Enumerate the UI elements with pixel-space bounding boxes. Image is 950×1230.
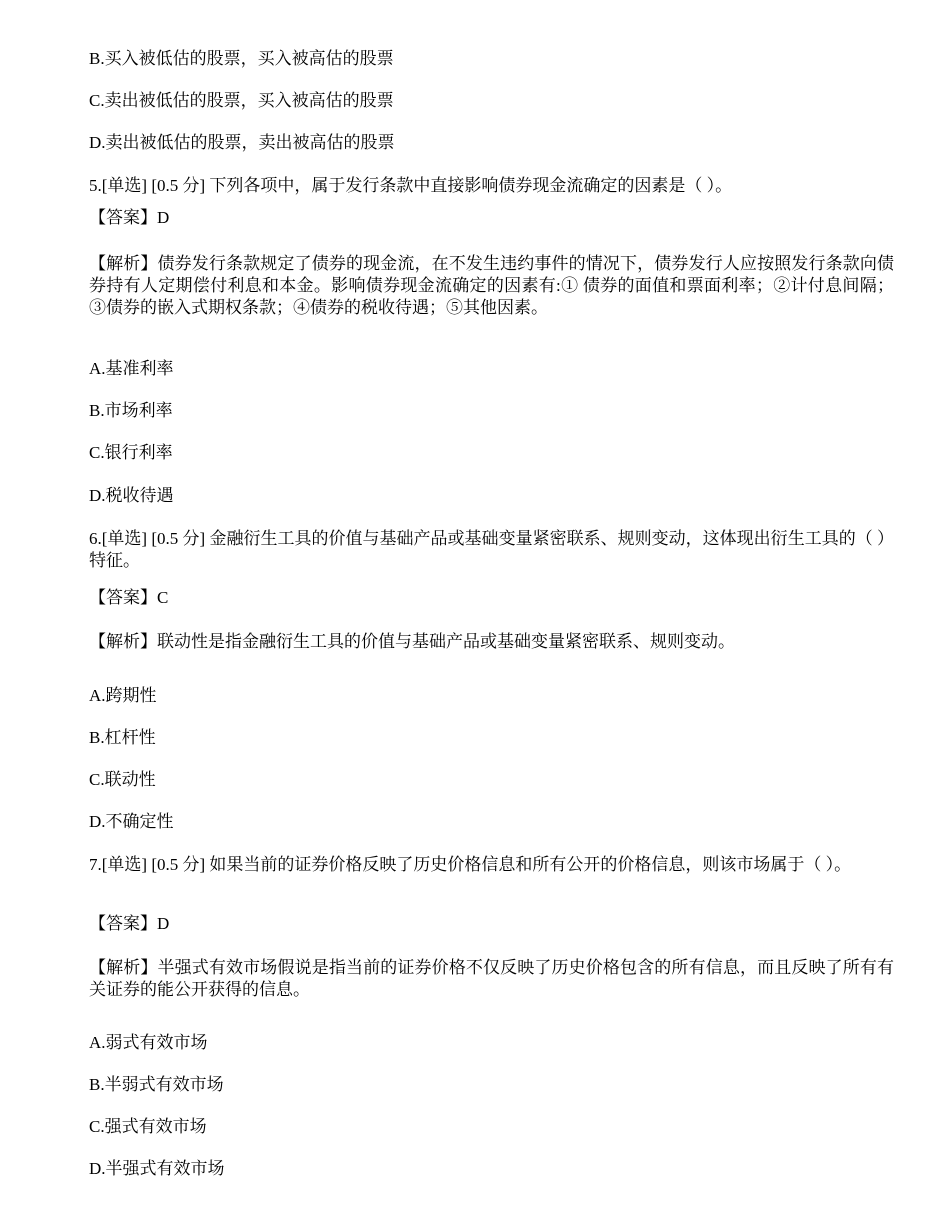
question-6-analysis: 【解析】联动性是指金融衍生工具的价值与基础产品或基础变量紧密联系、规则变动。: [89, 632, 735, 651]
question-6-answer: 【答案】C: [89, 588, 169, 607]
question-5-option-a: A.基准利率: [89, 359, 174, 378]
question-5-option-d: D.税收待遇: [89, 486, 174, 505]
option-c: C.卖出被低估的股票，买入被高估的股票: [89, 91, 394, 110]
question-6-option-a: A.跨期性: [89, 686, 157, 705]
question-6-text: 6.[单选] [0.5 分] 金融衍生工具的价值与基础产品或基础变量紧密联系、规则变动，这体现出衍生工具的（ ）特征。: [89, 529, 894, 570]
option-d: D.卖出被低估的股票，卖出被高估的股票: [89, 133, 395, 152]
question-7-option-d: D.半强式有效市场: [89, 1159, 225, 1178]
question-5-text: 5.[单选] [0.5 分] 下列各项中，属于发行条款中直接影响债券现金流确定的因素是（ ）。: [89, 176, 733, 195]
option-b: B.买入被低估的股票，买入被高估的股票: [89, 49, 394, 68]
question-6-option-c: C.联动性: [89, 770, 156, 789]
question-7-answer: 【答案】D: [89, 914, 170, 933]
question-5-option-c: C.银行利率: [89, 443, 173, 462]
question-7-option-c: C.强式有效市场: [89, 1117, 207, 1136]
question-6-option-d: D.不确定性: [89, 812, 174, 831]
question-7-option-b: B.半弱式有效市场: [89, 1075, 224, 1094]
question-7-option-a: A.弱式有效市场: [89, 1033, 208, 1052]
question-5-answer: 【答案】D: [89, 208, 170, 227]
question-5-option-b: B.市场利率: [89, 401, 173, 420]
question-5-analysis: 【解析】债券发行条款规定了债券的现金流，在不发生违约事件的情况下，债券发行人应按照发行条款向债券持有人定期偿付利息和本金。影响债券现金流确定的因素有:① 债券的面值和票面利率；②计付息间隔；③债券的嵌入式期权条款；④债券的税收待遇；⑤其他因素。: [89, 254, 894, 317]
question-7-text: 7.[单选] [0.5 分] 如果当前的证券价格反映了历史价格信息和所有公开的价格信息，则该市场属于（ ）。: [89, 855, 852, 874]
question-7-analysis: 【解析】半强式有效市场假说是指当前的证券价格不仅反映了历史价格包含的所有信息，而且反映了所有有关证券的能公开获得的信息。: [89, 958, 894, 999]
question-6-option-b: B.杠杆性: [89, 728, 156, 747]
